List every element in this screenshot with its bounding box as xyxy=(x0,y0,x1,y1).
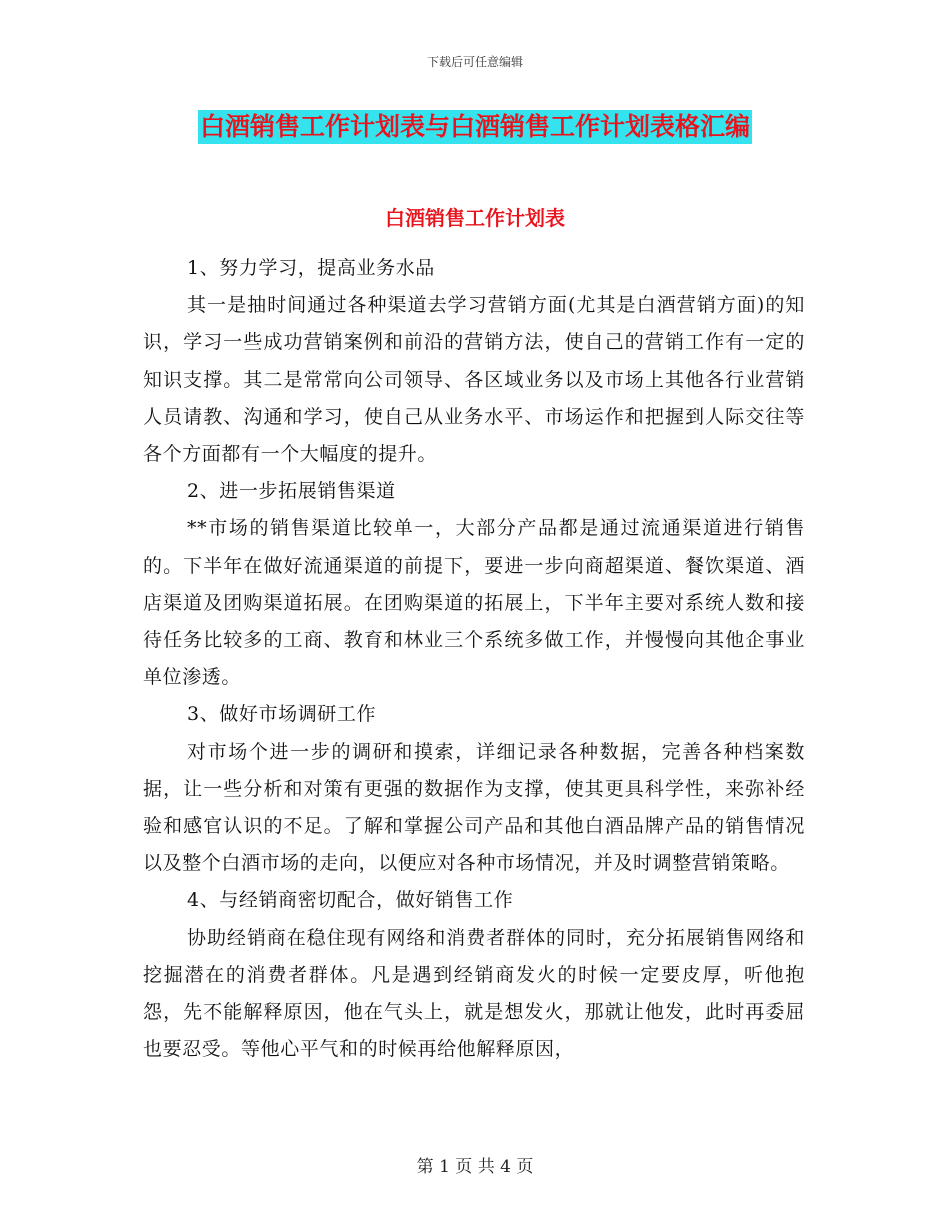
heading-item-4: 4、与经销商密切配合，做好销售工作 xyxy=(187,889,514,912)
page-footer: 第 1 页 共 4 页 xyxy=(416,1157,534,1177)
sub-title: 白酒销售工作计划表 xyxy=(385,206,565,230)
paragraph-4: 协助经销商在稳住现有网络和消费者群体的同时，充分拓展销售网络和挖掘潜在的消费者群体。凡是遇到经销商发火的时候一定要皮厚，听他抱怨，先不能解释原因，他在气头上，就是想发火，那就让他发，此时再委屈也要忍受。等他心平气和的时候再给他解释原因， xyxy=(143,926,805,1061)
paragraph-3: 对市场个进一步的调研和摸索，详细记录各种数据，完善各种档案数据，让一些分析和对策有更强的数据作为支撑，使其更具科学性，来弥补经验和感官认识的不足。了解和掌握公司产品和其他白酒品牌产品的销售情况以及整个白酒市场的走向，以便应对各种市场情况，并及时调整营销策略。 xyxy=(143,740,805,875)
heading-item-3: 3、做好市场调研工作 xyxy=(187,703,377,726)
paragraph-2: **市场的销售渠道比较单一，大部分产品都是通过流通渠道进行销售的。下半年在做好流通渠道的前提下，要进一步向商超渠道、餐饮渠道、酒店渠道及团购渠道拓展。在团购渠道的拓展上，下半年主要对系统人数和接待任务比较多的工商、教育和林业三个系统多做工作，并慢慢向其他企事业单位渗透。 xyxy=(143,517,805,689)
heading-item-2: 2、进一步拓展销售渠道 xyxy=(187,480,396,503)
main-title: 白酒销售工作计划表与白酒销售工作计划表格汇编 xyxy=(198,110,752,144)
header-note: 下载后可任意编辑 xyxy=(426,55,523,69)
document-body xyxy=(143,250,805,1068)
heading-item-1: 1、努力学习，提高业务水品 xyxy=(187,257,435,279)
paragraph-1: 其一是抽时间通过各种渠道去学习营销方面(尤其是白酒营销方面)的知识，学习一些成功营销案例和前沿的营销方法，使自己的营销工作有一定的知识支撑。其二是常常向公司领导、各区域业务以及市场上其他各行业营销人员请教、沟通和学习，使自己从业务水平、市场运作和把握到人际交往等各个方面都有一个大幅度的提升。 xyxy=(143,294,805,466)
main-title-wrap xyxy=(0,110,950,144)
